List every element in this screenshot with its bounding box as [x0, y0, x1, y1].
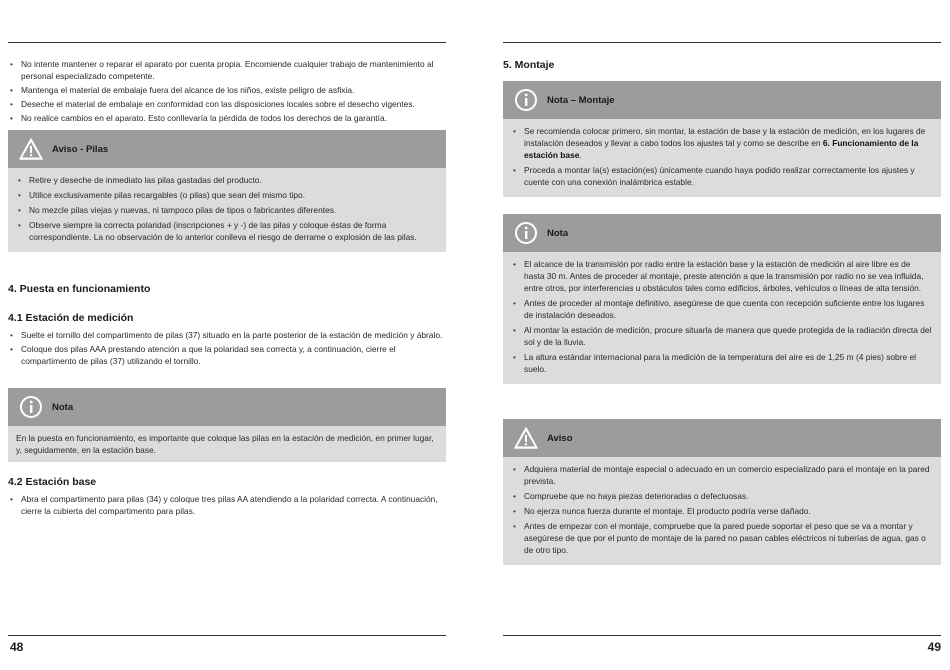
nota-montaje-title: Nota – Montaje: [547, 94, 615, 106]
list-item: • Antes de empezar con el montaje, compruebe que la pared puede soportar el peso que se va a montar y asegúrese de que por el punto de montaje de la pared no pasan cables eléctricos ni tuberías de agua, gas o de otro tipo.: [511, 520, 933, 556]
aviso-pilas-header: [8, 130, 446, 168]
right-page: [503, 0, 941, 670]
list-item: • La altura estándar internacional para la medición de la temperatura del aire es de 1,25 m (4 pies) sobre el suelo.: [511, 351, 933, 375]
aviso-body: [503, 457, 941, 565]
left-page: [8, 0, 446, 670]
bottom-rule: [503, 635, 941, 636]
nota-montaje-header: [503, 81, 941, 119]
list-item: • Mantenga el material de embalaje fuera del alcance de los niños, existe peligro de asfixia.: [8, 84, 446, 96]
nota-montaje-item-1-link-text: 6. Funcionamiento de la estación base: [524, 138, 919, 160]
list-item: • No mezcle pilas viejas y nuevas, ni tampoco pilas de tipos o fabricantes diferentes.: [16, 204, 438, 216]
bottom-rule: [8, 635, 446, 636]
intro-bullet-list: [8, 58, 446, 126]
list-item: • No realice cambios en el aparato. Esto conllevaría la pérdida de todos los derechos de la garantía.: [8, 112, 446, 124]
list-item: • Suelte el tornillo del compartimento de pilas (37) situado en la parte posterior de la estación de medición y ábralo.: [8, 329, 446, 341]
nota-montaje-item-1-text: Se recomienda colocar primero, sin montar, la estación de base y la estación de medición, en los lugares de instalación deseados y llevar a cabo todos los ajustes tal y como se describe en: [524, 126, 926, 148]
info-icon: [513, 221, 539, 245]
nota-montaje-body: [503, 119, 941, 197]
list-item: • Proceda a montar la(s) estación(es) únicamente cuando haya podido realizar correctamente los ajustes y cuente con una conexión inalámbrica estable.: [511, 164, 933, 188]
list-item: • No ejerza nunca fuerza durante el montaje. El producto podría verse dañado.: [511, 505, 933, 517]
list-item: • Compruebe que no haya piezas deterioradas o defectuosas.: [511, 490, 933, 502]
warning-triangle-icon: [18, 137, 44, 161]
info-icon: [18, 395, 44, 419]
nota-text: En la puesta en funcionamiento, es importante que coloque las pilas en la estación de medición, en primer lugar, y, seguidamente, en la estación base.: [16, 433, 434, 455]
list-item: [511, 125, 933, 161]
list-item: • Antes de proceder al montaje definitivo, asegúrese de que cuenta con recepción suficiente entre los lugares de instalación deseados.: [511, 297, 933, 321]
section-4-2-heading: 4.2 Estación base: [8, 476, 97, 488]
nota-title: Nota: [52, 401, 74, 413]
section-4-1-heading: 4.1 Estación de medición: [8, 312, 134, 324]
nota-header: [503, 214, 941, 252]
list-item: • Utilice exclusivamente pilas recargables (o pilas) que sean del mismo tipo.: [16, 189, 438, 201]
top-rule: [503, 42, 941, 43]
top-rule: [8, 42, 446, 43]
list-item: • Adquiera material de montaje especial o adecuado en un comercio especializado para el montaje en la pared prevista.: [511, 463, 933, 487]
list-item: • Deseche el material de embalaje en conformidad con las disposiciones locales sobre el desecho vigentes.: [8, 98, 446, 110]
section-4-2-list: [8, 493, 446, 519]
info-icon: [513, 88, 539, 112]
aviso-title: Aviso: [547, 432, 573, 444]
aviso-pilas-box: [8, 130, 446, 252]
aviso-pilas-body: [8, 168, 446, 252]
aviso-box: [503, 419, 941, 565]
section-4-1-list: [8, 329, 446, 369]
nota-body: [503, 252, 941, 384]
aviso-header: [503, 419, 941, 457]
list-item: • Retire y deseche de inmediato las pilas gastadas del producto.: [16, 174, 438, 186]
nota-header: [8, 388, 446, 426]
nota-title: Nota: [547, 227, 569, 239]
nota-body: [8, 426, 446, 462]
nota-montaje-item-1-end: .: [579, 150, 582, 160]
list-item: • Al montar la estación de medición, procure situarla de manera que quede protegida de la radiación directa del sol y de la lluvia.: [511, 324, 933, 348]
section-5-heading: 5. Montaje: [503, 59, 555, 71]
warning-triangle-icon: [513, 426, 539, 450]
list-item: • Coloque dos pilas AAA prestando atención a que la polaridad sea correcta y, a continuación, cierre el compartimento de pilas (37) utilizando el tornillo.: [8, 343, 446, 367]
section-4-heading: 4. Puesta en funcionamiento: [8, 283, 151, 295]
list-item: • El alcance de la transmisión por radio entre la estación base y la estación de medición al aire libre es de hasta 30 m. Antes de proceder al montaje, preste atención a que la transmisión por radio no se vea influida, entre otros, por interferencias u obstáculos tales como edificios, árboles, vehículos o líneas de alta tensión.: [511, 258, 933, 294]
list-item: • Abra el compartimento para pilas (34) y coloque tres pilas AA atendiendo a la polaridad correcta. A continuación, cierre la cubierta del compartimento para pilas.: [8, 493, 446, 517]
nota-box-right: [503, 214, 941, 384]
list-item: • No intente mantener o reparar el aparato por cuenta propia. Encomiende cualquier trabajo de mantenimiento al personal especializado competente.: [8, 58, 446, 82]
nota-box-left: [8, 388, 446, 462]
page-number: 49: [927, 640, 941, 654]
aviso-pilas-title: Aviso - Pilas: [52, 143, 109, 155]
list-item: • Observe siempre la correcta polaridad (inscripciones + y -) de las pilas y coloque éstas de forma correspondiente. La no observación de lo anterior conlleva el riesgo de derrame o explosión de las pilas.: [16, 219, 438, 243]
page-number: 48: [10, 640, 24, 654]
nota-montaje-box: [503, 81, 941, 197]
